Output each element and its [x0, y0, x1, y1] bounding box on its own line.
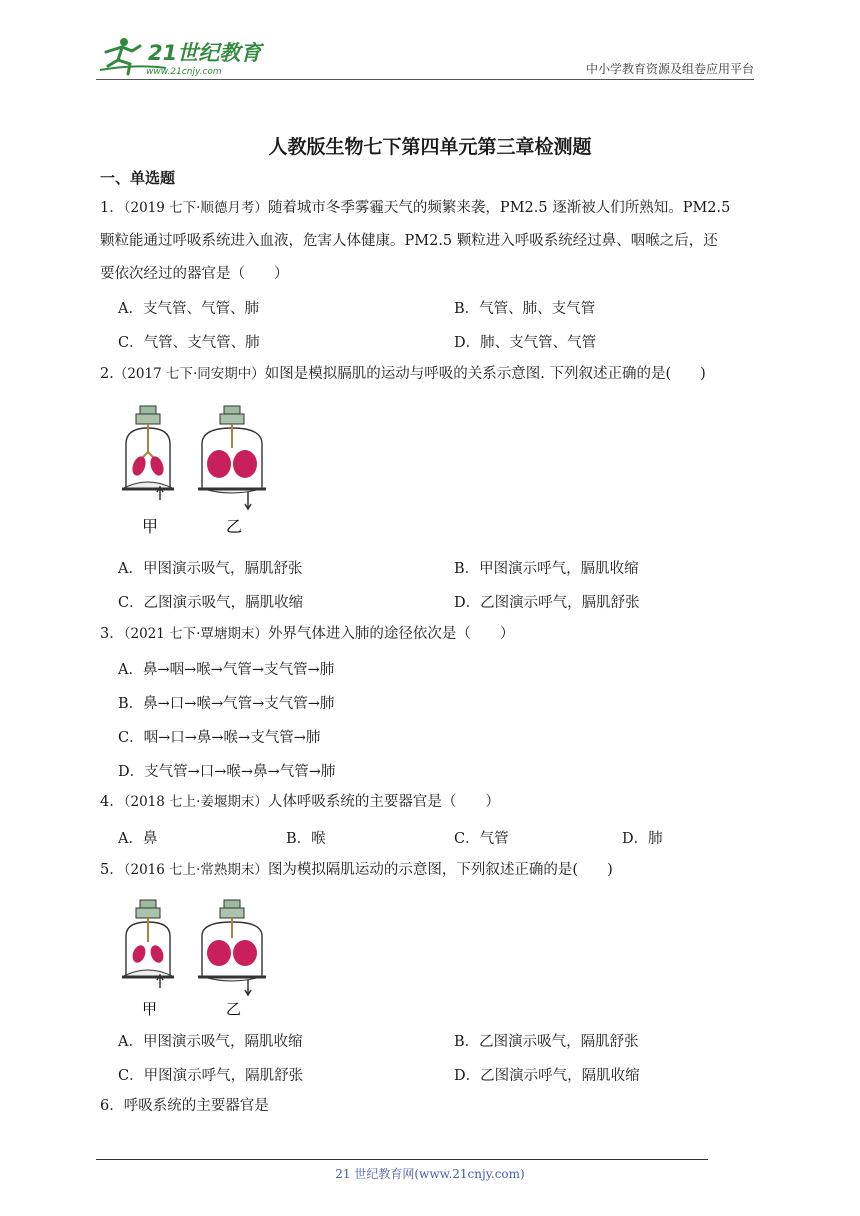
q1-number: 1． [100, 200, 124, 216]
q1-line3: 要依次经过的器官是（ ） [100, 266, 289, 282]
diaphragm-model-figure-1 [112, 402, 282, 542]
section-heading: 一、单选题 [100, 169, 176, 187]
q4-option-a[interactable]: A．鼻 [118, 831, 158, 847]
logo [96, 36, 266, 80]
q4-option-b[interactable]: B．喉 [286, 831, 326, 847]
q2-option-c[interactable]: C．乙图演示吸气，膈肌收缩 [118, 595, 304, 611]
diaphragm-model-figure-2 [112, 896, 282, 1020]
jar-jia [122, 900, 174, 988]
q2-text: 如图是模拟膈肌的运动与呼吸的关系示意图. 下列叙述正确的是( ) [264, 366, 706, 382]
q3-option-b[interactable]: B．鼻→口→喉→气管→支气管→肺 [118, 696, 335, 712]
jar-yi [198, 406, 266, 509]
q6-number: 6． [100, 1098, 124, 1114]
q4-option-d[interactable]: D．肺 [622, 831, 663, 847]
page-header [0, 0, 860, 90]
question-6 [100, 1090, 760, 1123]
logo-text: 21世纪教育 [148, 41, 262, 65]
q6-text: 呼吸系统的主要器官是 [123, 1098, 269, 1114]
jar-jia [122, 406, 174, 500]
question-5 [100, 854, 760, 887]
q1-option-b[interactable]: B．气管、肺、支气管 [454, 301, 596, 317]
q4-option-c[interactable]: C．气管 [454, 831, 509, 847]
q4-text: 人体呼吸系统的主要器官是（ ） [267, 794, 500, 810]
q1-source: （2019 七下·顺德月考） [123, 200, 268, 216]
lung-icon [207, 940, 231, 966]
q1-option-c[interactable]: C．气管、支气管、肺 [118, 335, 260, 351]
question-3 [100, 618, 760, 651]
q3-source: （2021 七下·覃塘期末） [123, 626, 268, 642]
lung-icon [130, 943, 147, 964]
q3-number: 3． [100, 626, 124, 642]
q4-source: （2018 七上·姜堰期末） [123, 794, 268, 810]
q5-option-b[interactable]: B．乙图演示吸气，隔肌舒张 [454, 1034, 639, 1050]
footer-text[interactable]: 21 世纪教育网(www.21cnjy.com) [335, 1167, 525, 1181]
arrow-down-icon [245, 980, 251, 995]
q2-number: 2. [100, 366, 114, 382]
arrow-down-icon [245, 492, 251, 509]
page-title: 人教版生物七下第四单元第三章检测题 [268, 136, 592, 158]
q1-option-d[interactable]: D．肺、支气管、气管 [454, 335, 597, 351]
label-yi: 乙 [226, 517, 243, 536]
label-jia: 甲 [142, 517, 159, 536]
q3-option-c[interactable]: C．咽→口→鼻→喉→支气管→肺 [118, 730, 321, 746]
header-divider [96, 79, 754, 80]
q2-option-d[interactable]: D．乙图演示呼气，膈肌舒张 [454, 595, 640, 611]
q5-source: （2016 七上·常熟期末） [123, 862, 268, 878]
q3-option-d[interactable]: D．支气管→口→喉→鼻→气管→肺 [118, 764, 336, 780]
label-yi: 乙 [226, 1000, 242, 1018]
footer-divider [96, 1159, 708, 1160]
q1-line2: 颗粒能通过呼吸系统进入血液，危害人体健康。PM2.5 颗粒进入呼吸系统经过鼻、咽喉之后，还 [100, 233, 718, 249]
lung-icon [148, 943, 165, 964]
lung-icon [233, 450, 257, 478]
q5-number: 5． [100, 862, 124, 878]
q5-option-a[interactable]: A．甲图演示吸气，隔肌收缩 [118, 1034, 303, 1050]
logo-url: www.21cnjy.com [146, 67, 222, 77]
question-2 [100, 358, 760, 391]
lung-icon [207, 450, 231, 478]
q3-option-a[interactable]: A．鼻→咽→喉→气管→支气管→肺 [118, 662, 335, 678]
q2-option-a[interactable]: A．甲图演示吸气，膈肌舒张 [118, 561, 303, 577]
q3-text: 外界气体进入肺的途径依次是（ ） [267, 626, 515, 642]
q5-text: 图为模拟隔肌运动的示意图，下列叙述正确的是( ) [267, 862, 613, 878]
header-platform-text: 中小学教育资源及组卷应用平台 [585, 62, 754, 76]
q5-option-d[interactable]: D．乙图演示呼气，隔肌收缩 [454, 1068, 640, 1084]
q2-option-b[interactable]: B．甲图演示呼气，膈肌收缩 [454, 561, 639, 577]
lung-icon [148, 455, 166, 478]
q1-line1: 随着城市冬季雾霾天气的频繁来袭，PM2.5 逐渐被人们所熟知。PM2.5 [267, 200, 731, 216]
question-4 [100, 786, 760, 819]
q5-option-c[interactable]: C．甲图演示呼气，隔肌舒张 [118, 1068, 304, 1084]
lung-icon [130, 455, 148, 478]
label-jia: 甲 [142, 1000, 158, 1018]
lung-icon [233, 940, 257, 966]
question-1 [100, 192, 760, 291]
q1-option-a[interactable]: A．支气管、气管、肺 [118, 301, 259, 317]
q2-source: （2017 七下·同安期中） [113, 366, 265, 382]
jar-yi [198, 900, 266, 995]
q4-number: 4． [100, 794, 124, 810]
